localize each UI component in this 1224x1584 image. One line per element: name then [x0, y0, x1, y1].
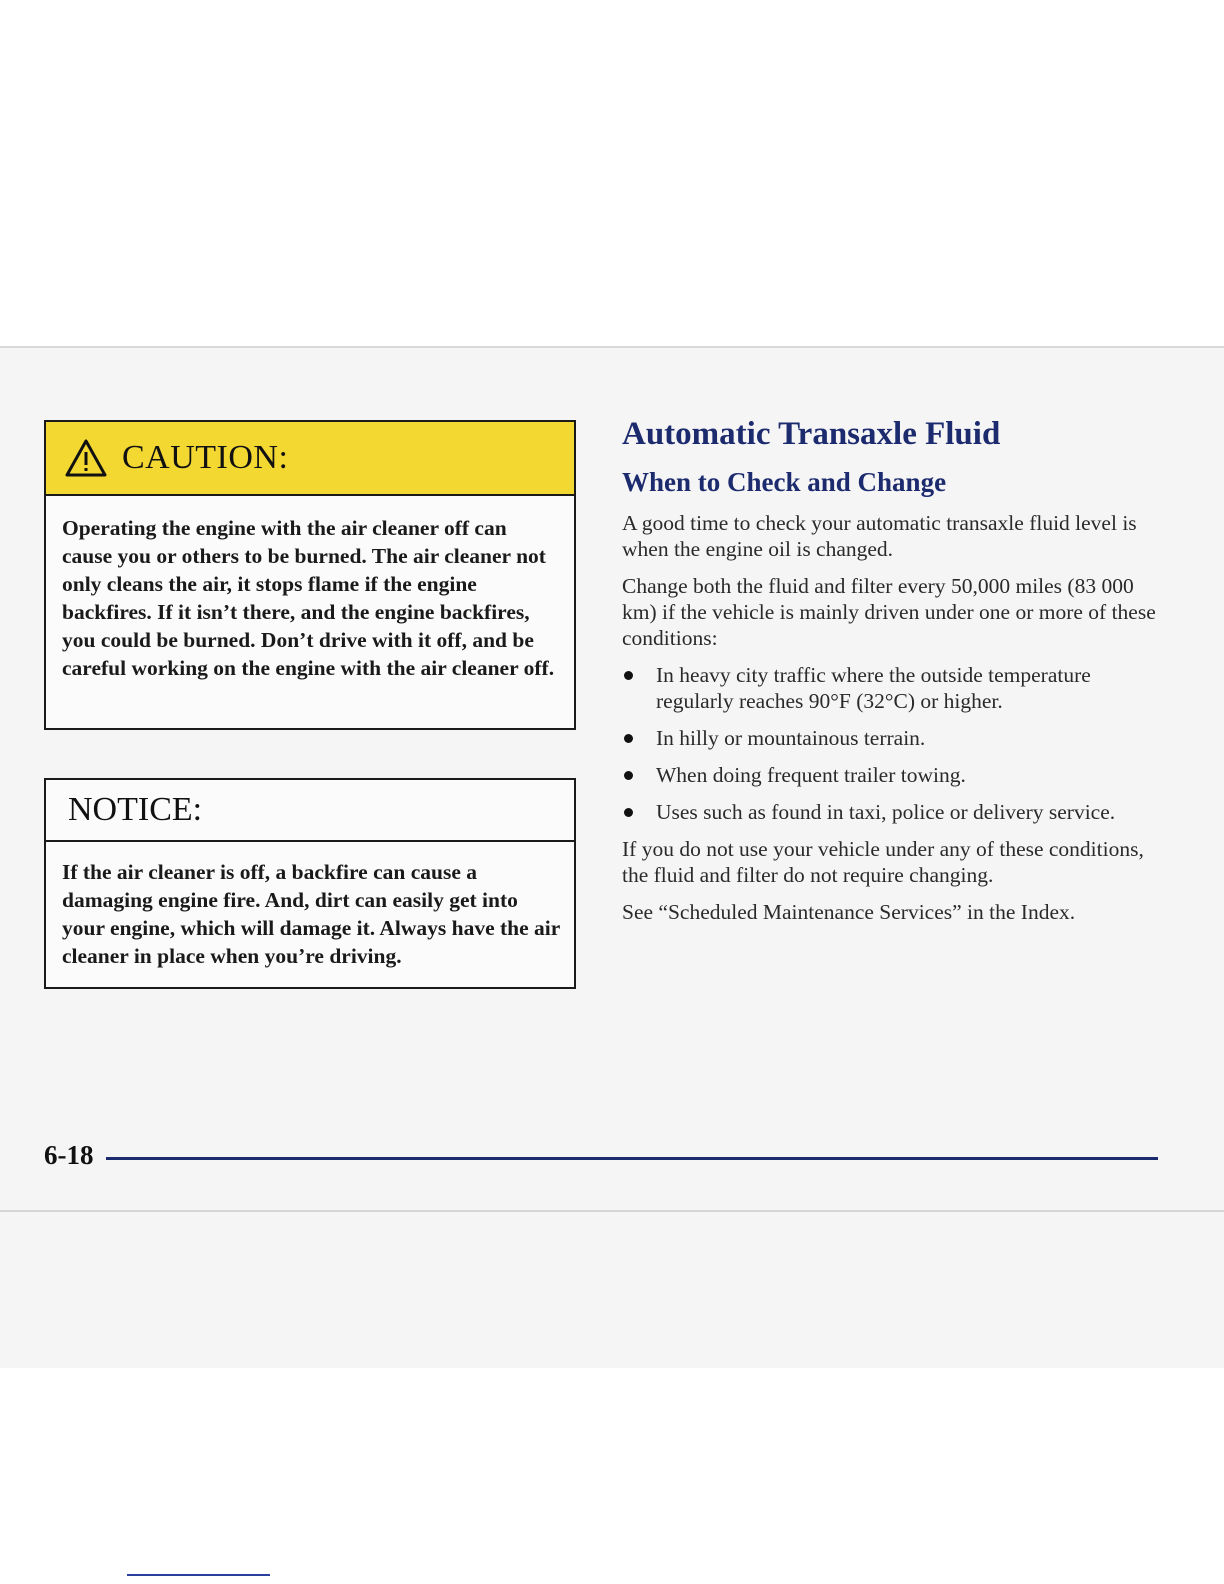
- page-number: 6-18: [44, 1140, 94, 1170]
- bullet-icon: [624, 771, 633, 780]
- conditions-list: [622, 662, 1162, 825]
- bullet-icon: [624, 671, 633, 680]
- paragraph-check-time: A good time to check your automatic transaxle fluid level is when the engine oil is changed.: [622, 511, 1137, 561]
- footer-rule: [106, 1157, 1158, 1160]
- caution-text: Operating the engine with the air cleaner off can cause you or others to be burned. The air cleaner not only cleans the air, it stops flame if the engine backfires. If it isn’t there, and the engine backfires, you could be burned. Don’t drive with it off, and be careful working on the engine with the air cleaner off.: [62, 516, 555, 680]
- notice-text: If the air cleaner is off, a backfire can cause a damaging engine fire. And, dirt can easily get into your engine, which will damage it. Always have the air cleaner in place when you’re driving.: [62, 860, 560, 968]
- notice-title: NOTICE:: [68, 791, 203, 828]
- paragraph-change-interval: Change both the fluid and filter every 50,000 miles (83 000 km) if the vehicle is mainly driven under one or more of these conditions:: [622, 574, 1156, 650]
- list-item: [622, 762, 1162, 788]
- section-title: Automatic Transaxle Fluid: [622, 416, 1001, 452]
- section-subtitle: When to Check and Change: [622, 467, 947, 497]
- paragraph-see-index: See “Scheduled Maintenance Services” in the Index.: [622, 900, 1076, 924]
- warning-triangle-icon: [64, 438, 108, 478]
- list-item-text: In hilly or mountainous terrain.: [656, 726, 926, 750]
- fluid-section: [622, 416, 1162, 936]
- list-item-text: In heavy city traffic where the outside temperature regularly reaches 90°F (32°C) or higher.: [656, 663, 1091, 713]
- list-item: [622, 725, 1162, 751]
- bottom-margin-rule: [127, 1574, 270, 1576]
- page-bottom-edge: [0, 1210, 1224, 1212]
- list-item-text: Uses such as found in taxi, police or delivery service.: [656, 800, 1116, 824]
- bullet-icon: [624, 808, 633, 817]
- paragraph-no-change: If you do not use your vehicle under any of these conditions, the fluid and filter do not require changing.: [622, 837, 1144, 887]
- notice-box: [44, 778, 576, 989]
- list-item-text: When doing frequent trailer towing.: [656, 763, 966, 787]
- notice-header: [46, 780, 574, 842]
- caution-box: [44, 420, 576, 730]
- list-item: [622, 662, 1162, 714]
- bullet-icon: [624, 734, 633, 743]
- caution-title: CAUTION:: [122, 439, 289, 476]
- caution-header: [46, 422, 574, 496]
- list-item: [622, 799, 1162, 825]
